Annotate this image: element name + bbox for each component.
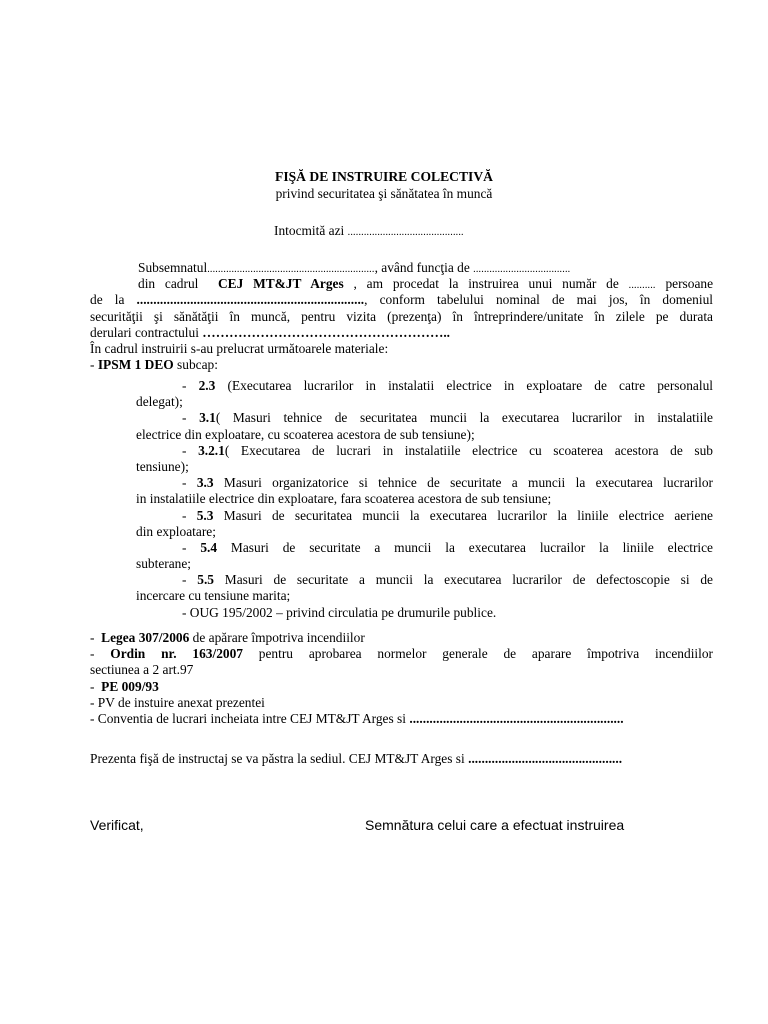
- ordin-text: pentru aprobarea normelor generale de aparare împotriva incendiilor: [242, 646, 714, 662]
- subchapter-item: [90, 378, 713, 394]
- ordin-cont-line: sectiunea a 2 art.97: [90, 662, 194, 678]
- footer-dots: ..............................................: [468, 751, 623, 766]
- subchapter-text: (Executarea lucrarilor in instalatii electrice in exploatare de catre personalul: [215, 378, 713, 393]
- subchapter-item: [90, 540, 713, 556]
- organization-name: CEJ MT&JT Arges: [217, 276, 344, 292]
- intro-line-5: [90, 325, 713, 341]
- subchapter-text: ( Executarea de lucrari in instalatiile electrice cu scoaterea acestora de sub: [224, 442, 713, 458]
- subchapter-item-continuation: tensiune);: [136, 458, 189, 474]
- dash: -: [182, 507, 197, 523]
- date-dots: ...........................................: [347, 227, 464, 238]
- intro-dots: ..........: [628, 280, 656, 292]
- signature-label: Semnătura celui care a efectuat instruirea: [365, 817, 625, 833]
- pe-label: PE 009/93: [101, 678, 159, 694]
- intro-dots: ....................................: [473, 264, 571, 275]
- conventia-text: - Conventia de lucrari incheiata intre CEJ MT&JT Arges si: [90, 710, 406, 726]
- dash: -: [90, 678, 102, 694]
- dash: -: [90, 357, 98, 373]
- legea-text: de apărare împotriva incendiilor: [189, 630, 365, 645]
- subchapter-item-continuation: electrice din exploatare, cu scoaterea acestora de sub tensiune);: [136, 426, 475, 442]
- pe-line: [90, 679, 713, 695]
- conventia-dots: ................................................................: [409, 710, 624, 726]
- document-title: FIŞĂ DE INSTRUIRE COLECTIVĂ: [275, 169, 493, 184]
- subchapter-text: Masuri de securitatea muncii la executarea lucrarilor la liniile electrice aeriene: [213, 507, 714, 523]
- subchapter-text: Masuri de securitate a muncii la executarea lucrailor la liniile electrice: [217, 539, 714, 555]
- subchapter-list: [90, 378, 713, 621]
- subchapter-item: [90, 443, 713, 459]
- intro-line-1: [90, 260, 713, 276]
- ordin-line: [90, 646, 713, 662]
- subchapter-item-continuation: incercare cu tensiune marita;: [136, 588, 291, 604]
- intro-text: din cadrul: [138, 276, 199, 292]
- subchapter-number: 5.3: [196, 507, 214, 523]
- intro-text: , conform tabelului nominal de mai jos, în domeniul: [364, 292, 713, 308]
- intro-text: , am procedat la instruirea unui număr de: [353, 276, 619, 292]
- subchapter-item: [90, 508, 713, 524]
- ipsm-suffix: subcap:: [173, 357, 218, 373]
- dash: -: [182, 475, 197, 491]
- intro-text: de la: [90, 292, 125, 308]
- legea-label: Legea 307/2006: [101, 630, 190, 645]
- intro-dots: ....................................................................: [136, 292, 365, 308]
- intro-dots: ………………………………………………..: [202, 324, 451, 340]
- subchapter-number: 5.5: [197, 572, 214, 588]
- intro-text: Subsemnatul: [138, 260, 208, 275]
- dash: -: [90, 630, 102, 645]
- document-subtitle: privind securitatea şi sănătatea în muncă: [275, 186, 493, 201]
- intro-paragraph: [90, 260, 713, 373]
- dash: -: [182, 539, 201, 555]
- subchapter-number: 3.1: [199, 410, 216, 426]
- dash: -: [182, 378, 199, 393]
- dash: -: [182, 410, 200, 426]
- subchapter-item: [90, 475, 713, 491]
- subchapter-items: [90, 378, 713, 605]
- subchapter-number: 3.3: [196, 475, 214, 491]
- subchapter-item-continuation: subterane;: [136, 556, 192, 572]
- subchapter-item-continuation: delegat);: [136, 394, 183, 410]
- ipsm-label: IPSM 1 DEO: [97, 357, 174, 373]
- intro-line-4: securităţii şi sănătăţii în muncă, pentru vizita (prezenţa) în întreprindere/unitate în zilele pe durata: [90, 308, 713, 324]
- intro-text: , având funcţia de: [374, 260, 470, 275]
- subchapter-number: 3.2.1: [198, 442, 225, 458]
- intro-text: persoane: [665, 276, 714, 292]
- date-label: Intocmită azi: [274, 223, 345, 238]
- subchapter-item-continuation: in instalatiile electrice din exploatare, fara scoaterea acestora de sub tensiune;: [136, 491, 552, 507]
- subchapter-number: 5.4: [200, 539, 218, 555]
- conventia-line: [90, 711, 713, 727]
- intro-line-2: [90, 276, 713, 292]
- verificat-label: Verificat,: [90, 817, 144, 833]
- pv-line: - PV de instuire anexat prezentei: [90, 694, 265, 710]
- dash: -: [182, 572, 198, 588]
- intro-text: derulari contractului: [90, 324, 199, 340]
- ipsm-line: [90, 357, 713, 373]
- legea-line: [90, 630, 713, 646]
- intro-dots: ..............................................................: [207, 264, 375, 275]
- subchapter-number: 2.3: [198, 378, 216, 393]
- intro-line-3: [90, 292, 713, 308]
- ordin-label: Ordin nr. 163/2007: [110, 646, 243, 662]
- date-line: [274, 223, 464, 241]
- footer-text: Prezenta fişă de instructaj se va păstra la sediul. CEJ MT&JT Arges si: [90, 751, 465, 766]
- dash: -: [182, 442, 199, 458]
- subchapter-text: ( Masuri tehnice de securitatea muncii la executarea lucrarilor in instalatiile: [215, 410, 713, 426]
- materials-heading: În cadrul instruirii s-au prelucrat următoarele materiale:: [90, 340, 389, 356]
- subchapter-text: Masuri de securitate a muncii la executarea lucrarilor de defectoscopie si de: [214, 572, 713, 588]
- dash: -: [90, 646, 111, 662]
- footer-statement: [90, 751, 622, 767]
- regulations-list: [90, 630, 713, 727]
- subchapter-text: Masuri organizatorice si tehnice de securitate a muncii la executarea lucrarilor: [213, 475, 713, 491]
- oug-line: - OUG 195/2002 – privind circulatia pe drumurile publice.: [182, 604, 497, 620]
- subchapter-item: [90, 410, 713, 426]
- subchapter-item-continuation: din exploatare;: [136, 523, 216, 539]
- subchapter-item: [90, 572, 713, 588]
